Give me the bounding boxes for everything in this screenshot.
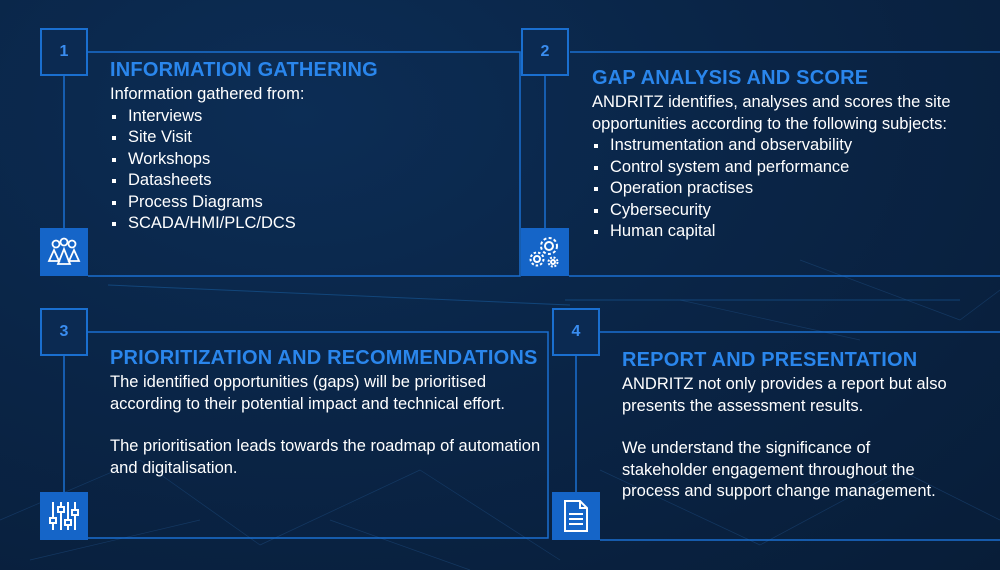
list-item: Process Diagrams: [110, 192, 510, 214]
step-3-number-box: [40, 308, 88, 356]
step-2-content: [592, 67, 952, 243]
step-4-icon-box: [552, 492, 600, 540]
list-item: Cybersecurity: [592, 200, 952, 222]
list-item: Instrumentation and observability: [592, 135, 952, 157]
step-1-bullet-list: [110, 106, 510, 235]
list-item: Operation practises: [592, 178, 952, 200]
step-3-paragraph-1: The identified opportunities (gaps) will be prioritised according to their potential impact and technical effort.: [110, 373, 506, 413]
step-4-title: REPORT AND PRESENTATION: [622, 349, 918, 371]
list-item: Human capital: [592, 221, 952, 243]
step-3-content: [110, 347, 542, 479]
step-2-number: 2: [540, 43, 550, 60]
step-4-number: 4: [571, 323, 581, 340]
step-3-title: PRIORITIZATION AND RECOMMENDATIONS: [110, 347, 538, 369]
step-1-number-box: [40, 28, 88, 76]
step-2-bullet-list: [592, 135, 952, 243]
step-1-intro: Information gathered from:: [110, 85, 305, 103]
step-3-paragraph-2: The prioritisation leads towards the roadmap of automation and digitalisation.: [110, 437, 541, 477]
step-1-icon-box: [40, 228, 88, 276]
step-3-icon-box: [40, 492, 88, 540]
step-4-paragraph-1: ANDRITZ not only provides a report but also presents the assessment results.: [622, 375, 947, 415]
step-2-icon-box: [521, 228, 569, 276]
list-item: Control system and performance: [592, 157, 952, 179]
sliders-icon: [47, 499, 81, 533]
list-item: Datasheets: [110, 170, 510, 192]
step-2-intro: ANDRITZ identifies, analyses and scores the site opportunities according to the following subjects:: [592, 93, 951, 133]
list-item: Site Visit: [110, 127, 510, 149]
people-group-icon: [47, 237, 81, 267]
document-icon: [561, 499, 591, 533]
step-1-number: 1: [59, 43, 69, 60]
list-item: SCADA/HMI/PLC/DCS: [110, 213, 510, 235]
step-2-number-box: [521, 28, 569, 76]
step-1-content: [110, 59, 510, 235]
step-4-number-box: [552, 308, 600, 356]
step-4-paragraph-2: We understand the significance of stakeholder engagement throughout the process and support change management.: [622, 439, 936, 500]
step-3-number: 3: [59, 323, 69, 340]
step-2-title: GAP ANALYSIS AND SCORE: [592, 67, 869, 89]
list-item: Workshops: [110, 149, 510, 171]
gears-icon: [527, 234, 563, 270]
list-item: Interviews: [110, 106, 510, 128]
step-4-content: [622, 349, 954, 503]
step-1-title: INFORMATION GATHERING: [110, 59, 378, 81]
